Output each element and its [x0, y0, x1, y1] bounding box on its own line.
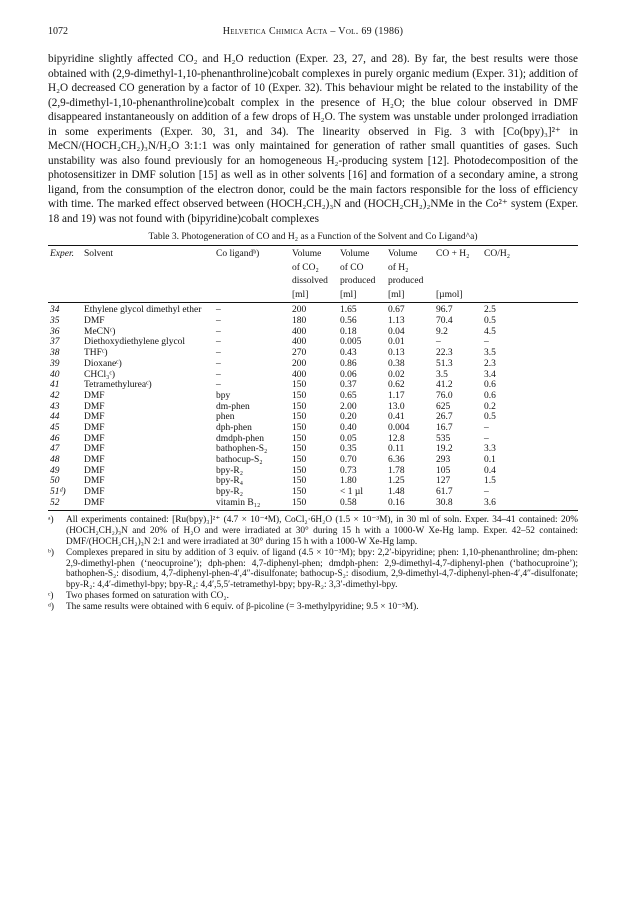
cell-ratio: 3.3 — [484, 444, 496, 455]
cell-ratio: 0.5 — [484, 412, 496, 423]
cell-ratio: 2.5 — [484, 305, 496, 316]
footnote — [48, 515, 578, 547]
cell-co: 0.56 — [340, 316, 357, 327]
cell-h2: 13.0 — [388, 401, 405, 412]
table-row — [48, 337, 578, 348]
cell-ratio: – — [484, 337, 489, 348]
table-row — [48, 348, 578, 359]
cell-solvent: Ethylene glycol dimethyl ether — [84, 305, 202, 316]
cell-ligand: – — [216, 380, 221, 391]
cell-h2: 0.04 — [388, 326, 405, 337]
cell-co: 0.70 — [340, 455, 357, 466]
table-row — [48, 327, 578, 338]
cell-exper: 43 — [50, 401, 60, 412]
cell-exper: 34 — [50, 305, 60, 316]
footnote-mark: ᵃ) — [48, 515, 54, 526]
cell-co: 0.43 — [340, 348, 357, 359]
cell-ligand: – — [216, 305, 221, 316]
footnote-mark: ᵈ) — [48, 601, 54, 612]
cell-solvent: DMF — [84, 487, 105, 498]
cell-co2: 150 — [290, 498, 338, 511]
cell-co: < 1 µl — [340, 487, 363, 498]
cell-sum: 625 — [436, 401, 451, 412]
cell-exper: 48 — [50, 455, 60, 466]
cell-h2: 0.62 — [388, 380, 405, 391]
cell-exper: 40 — [50, 369, 60, 380]
cell-sum: 16.7 — [436, 422, 453, 433]
cell-sum: 293 — [436, 455, 451, 466]
cell-sum: – — [436, 337, 441, 348]
cell-solvent: Dioxaneᶜ) — [84, 358, 122, 369]
cell-ligand: dm-phen — [216, 401, 250, 412]
cell-solvent: DMF — [84, 390, 105, 401]
cell-ratio: 3.5 — [484, 348, 496, 359]
col-header-solvent: Solvent — [82, 246, 214, 261]
cell-solvent: CHCl₃ᶜ) — [84, 369, 116, 380]
cell-ratio: 0.5 — [484, 316, 496, 327]
cell-ligand: – — [216, 316, 221, 327]
cell-ligand: bpy-R₂ — [216, 465, 244, 476]
table-row — [48, 455, 578, 466]
cell-sum: 61.7 — [436, 487, 453, 498]
cell-co: 0.58 — [338, 498, 386, 511]
cell-ligand: bathocup-S₂ — [216, 455, 263, 466]
cell-co2: 150 — [292, 444, 307, 455]
cell-sum: 41.2 — [436, 380, 453, 391]
cell-h2: 6.36 — [388, 455, 405, 466]
cell-exper: 36 — [50, 326, 60, 337]
cell-co2: 400 — [292, 326, 307, 337]
cell-exper: 35 — [50, 316, 60, 327]
cell-sum: 9.2 — [436, 326, 448, 337]
cell-solvent: DMF — [84, 422, 105, 433]
table-row — [48, 402, 578, 413]
cell-sum: 70.4 — [436, 316, 453, 327]
table-row — [48, 434, 578, 445]
cell-h2: 0.67 — [388, 305, 405, 316]
table-row — [48, 316, 578, 327]
col-header-vol-co-2: of CO — [340, 262, 364, 273]
cell-h2: 12.8 — [388, 433, 405, 444]
cell-solvent: DMF — [84, 433, 105, 444]
cell-h2: 0.16 — [386, 498, 434, 511]
table-3 — [48, 245, 578, 511]
cell-ligand: bpy — [216, 390, 231, 401]
footnote-text: All experiments contained: [Ru(bpy)₃]²⁺ (4.7 × 10⁻⁴M), CoCl₂·6H₂O (1.5 × 10⁻³M), in 30 ml of soln. Exper. 34–41 contained: 20% (HOCH₂CH₂)₃N and 20% of H₂O and were irradiated at 30° during 15 h with a 1000-W Xe-Hg lamp. Exper. 42–52 contained: DMF/(HOCH₂CH₂)₃N 2:1 and were irradiated at 30° during 15 h with a 1000-W Xe-Hg lamp. — [66, 515, 578, 548]
table-row — [48, 370, 578, 381]
col-header-vol-h2-unit: [ml] — [386, 288, 434, 303]
table-row — [48, 476, 578, 487]
cell-co: 0.86 — [340, 358, 357, 369]
cell-exper: 47 — [50, 444, 60, 455]
table-row — [48, 487, 578, 498]
cell-ratio: 2.3 — [484, 358, 496, 369]
table-row — [48, 498, 578, 511]
cell-sum: 19.2 — [436, 444, 453, 455]
cell-ligand: dmdph-phen — [216, 433, 265, 444]
cell-solvent: DMF — [82, 498, 214, 511]
cell-solvent: MeCNᶜ) — [84, 326, 116, 337]
cell-solvent: Diethoxydiethylene glycol — [84, 337, 186, 348]
table-row — [48, 412, 578, 423]
col-header-vol-co2-unit: [ml] — [290, 288, 338, 303]
cell-co: 1.65 — [340, 305, 357, 316]
table-row — [48, 423, 578, 434]
cell-h2: 1.25 — [388, 476, 405, 487]
col-header-vol-h2: Volume — [386, 246, 434, 261]
cell-h2: 0.41 — [388, 412, 405, 423]
cell-co2: 150 — [292, 455, 307, 466]
table-caption: Table 3. Photogeneration of CO and H₂ as a Function of the Solvent and Co Ligand^a) — [148, 232, 478, 242]
cell-ratio: 0.6 — [484, 390, 496, 401]
col-header-exper: Exper. — [48, 246, 82, 261]
cell-ratio: 3.4 — [484, 369, 496, 380]
col-header-vol-h2-3: produced — [388, 276, 424, 287]
page-number: 1072 — [48, 26, 68, 37]
cell-ratio: 0.6 — [484, 380, 496, 391]
cell-co2: 150 — [292, 487, 307, 498]
footnote — [48, 602, 578, 613]
cell-exper: 46 — [50, 433, 60, 444]
cell-ratio: 0.2 — [484, 401, 496, 412]
footnote-text: Two phases formed on saturation with CO₂. — [66, 591, 229, 602]
cell-ratio: – — [484, 422, 489, 433]
table-row — [48, 466, 578, 477]
table-row — [48, 380, 578, 391]
cell-ligand: vitamin B₁₂ — [214, 498, 290, 511]
cell-sum: 105 — [436, 465, 451, 476]
cell-h2: 1.17 — [388, 390, 405, 401]
cell-h2: 0.13 — [388, 348, 405, 359]
cell-co2: 150 — [292, 412, 307, 423]
cell-co: 0.18 — [340, 326, 357, 337]
body-paragraph: bipyridine slightly affected CO₂ and H₂O reduction (Exper. 23, 27, and 28). By far, the best results were those obtained with (2,9-dimethyl-1,10-phenanthroline)cobalt complexes in purely organic medium (Exper. 31); addition of H₂O decreased CO generation by a factor of 10 (Exper. 32). This behaviour might be related to the instability of the (2,9-dimethyl-1,10-phenanthroline)cobalt complex in the presence of H₂O; the blue colour observed in DMF disappeared instantaneously on addition of a few drops of H₂O. The system was unstable under prolonged irradiation in some experiments (Exper. 30, 31, and 34). The linearity observed in Fig. 3 with [Co(bpy)₃]²⁺ in MeCN/(HOCH₂CH₂)₃N/H₂O 3:1:1 was only maintained for generation of rather small quantities of gases. Such unstability was also found previously for an homogeneous H₂-producing system [12]. Photodecomposition of the photosensitizer in DMF solution [15] as well as in other solvents [16] and formation of a secondary amine, a strong ligand, from the consumption of the electron donor, could be the main factors responsible for the loss of efficiency with time. The marked effect observed between (HOCH₂CH₂)₃N and (HOCH₂CH₂)₂NMe in the Co²⁺ system (Exper. 18 and 19) was not found with (bipyridine)cobalt complexes — [48, 53, 578, 225]
col-header-vol-co-3: produced — [340, 276, 376, 287]
cell-ligand: bathophen-S₂ — [216, 444, 268, 455]
cell-exper: 45 — [50, 422, 60, 433]
cell-co2: 400 — [292, 369, 307, 380]
cell-sum: 30.8 — [434, 498, 482, 511]
cell-solvent: DMF — [84, 401, 105, 412]
cell-exper: 49 — [50, 465, 60, 476]
cell-ratio: 1.5 — [484, 476, 496, 487]
cell-sum: 51.3 — [436, 358, 453, 369]
cell-co2: 150 — [292, 476, 307, 487]
footnote — [48, 548, 578, 591]
cell-exper: 50 — [50, 476, 60, 487]
table-footnotes — [48, 515, 578, 612]
cell-co2: 150 — [292, 380, 307, 391]
cell-ligand: bpy-R₄ — [216, 476, 244, 487]
footnote-mark: ᶜ) — [48, 591, 54, 602]
cell-h2: 0.38 — [388, 358, 405, 369]
col-header-vol-co2: Volume — [290, 246, 338, 261]
cell-solvent: DMF — [84, 476, 105, 487]
cell-h2: 0.004 — [388, 422, 410, 433]
cell-solvent: THFᶜ) — [84, 348, 108, 359]
cell-exper: 44 — [50, 412, 60, 423]
cell-h2: 1.13 — [388, 316, 405, 327]
cell-co2: 270 — [292, 348, 307, 359]
cell-ligand: bpy-R₂ — [216, 487, 244, 498]
cell-exper: 41 — [50, 380, 60, 391]
col-header-vol-co2-3: dissolved — [292, 276, 328, 287]
cell-co: 0.005 — [340, 337, 362, 348]
table-row — [48, 303, 578, 316]
col-header-vol-h2-2: of H₂ — [388, 262, 409, 273]
cell-exper: 38 — [50, 348, 60, 359]
cell-h2: 1.48 — [388, 487, 405, 498]
cell-solvent: Tetramethylureaᶜ) — [84, 380, 152, 391]
table-row — [48, 391, 578, 402]
cell-h2: 0.11 — [388, 444, 405, 455]
cell-solvent: DMF — [84, 316, 105, 327]
cell-co2: 150 — [292, 422, 307, 433]
cell-co2: 200 — [292, 358, 307, 369]
running-header — [48, 26, 578, 42]
table-row — [48, 359, 578, 370]
cell-co: 2.00 — [340, 401, 357, 412]
cell-co2: 200 — [292, 305, 307, 316]
cell-ligand: – — [216, 358, 221, 369]
body-text — [48, 52, 578, 226]
cell-h2: 0.01 — [388, 337, 405, 348]
cell-sum: 535 — [436, 433, 451, 444]
cell-h2: 1.78 — [388, 465, 405, 476]
footnote — [48, 591, 578, 602]
col-header-sum-unit: [µmol] — [434, 288, 482, 303]
cell-solvent: DMF — [84, 412, 105, 423]
cell-co2: 400 — [292, 337, 307, 348]
cell-co: 0.20 — [340, 412, 357, 423]
table-body — [48, 303, 578, 511]
cell-sum: 76.0 — [436, 390, 453, 401]
cell-ligand: dph-phen — [216, 422, 252, 433]
col-header-vol-co2-2: of CO₂ — [292, 262, 319, 273]
col-header-ratio: CO/H₂ — [482, 246, 578, 261]
journal-title: Helvetica Chimica Acta – Vol. 69 (1986) — [222, 26, 404, 37]
cell-co: 0.40 — [340, 422, 357, 433]
cell-sum: 96.7 — [436, 305, 453, 316]
cell-ratio: 4.5 — [484, 326, 496, 337]
footnote-text: Complexes prepared in situ by addition of 3 equiv. of ligand (4.5 × 10⁻³M); bpy: 2,2′-bipyridine; phen: 1,10-phenanthroline; dm-phen: 2,9-dimethyl-phen (‘neocuproine’); dph-phen: 4,7-diphenyl-phen; dmdph-phen: 2,9-dimethyl-4,7-diphenyl-phen (‘bathocuproine’); bathophen-S₂: disodium, 4,7-diphenyl-phen-4′,4″-disulfonate; bathocup-S₂: disodium, 2,9-dimethyl-4,7-diphenyl-phen-4′,4″-disulfonate; bpy-R₂: 4,4′-dimethyl-bpy; bpy-R₄: 4,4′,5,5′-tetramethyl-bpy; bpy-R₂: 3,3′-dimethyl-bpy. — [66, 547, 578, 591]
cell-solvent: DMF — [84, 444, 105, 455]
cell-exper: 52 — [48, 498, 82, 511]
cell-exper: 42 — [50, 390, 60, 401]
cell-exper: 39 — [50, 358, 60, 369]
cell-co: 0.05 — [340, 433, 357, 444]
cell-ratio: 0.1 — [484, 455, 496, 466]
table-row — [48, 444, 578, 455]
footnote-text: The same results were obtained with 6 equiv. of β-picoline (= 3-methylpyridine; 9.5 × 10⁻³M). — [66, 601, 419, 612]
cell-co2: 180 — [292, 316, 307, 327]
cell-exper: 51ᵈ) — [50, 487, 66, 498]
cell-co2: 150 — [292, 433, 307, 444]
cell-co: 0.06 — [340, 369, 357, 380]
cell-solvent: DMF — [84, 455, 105, 466]
cell-ligand: – — [216, 326, 221, 337]
cell-solvent: DMF — [84, 465, 105, 476]
cell-co: 1.80 — [340, 476, 357, 487]
cell-ligand: – — [216, 369, 221, 380]
cell-ratio: 3.6 — [482, 498, 578, 511]
footnote-mark: ᵇ) — [48, 547, 54, 558]
page — [48, 26, 578, 613]
cell-ligand: – — [216, 348, 221, 359]
cell-ratio: 0.4 — [484, 465, 496, 476]
cell-co: 0.73 — [340, 465, 357, 476]
col-header-ligand: Co ligandᵇ) — [214, 246, 290, 261]
cell-ratio: – — [484, 433, 489, 444]
cell-sum: 127 — [436, 476, 451, 487]
cell-sum: 3.5 — [436, 369, 448, 380]
col-header-vol-co-unit: [ml] — [338, 288, 386, 303]
cell-ligand: phen — [216, 412, 235, 423]
col-header-sum: CO + H₂ — [434, 246, 482, 261]
cell-sum: 22.3 — [436, 348, 453, 359]
cell-co: 0.65 — [340, 390, 357, 401]
cell-ligand: – — [216, 337, 221, 348]
cell-ratio: – — [484, 487, 489, 498]
cell-co2: 150 — [292, 390, 307, 401]
cell-co: 0.37 — [340, 380, 357, 391]
cell-co2: 150 — [292, 401, 307, 412]
cell-h2: 0.02 — [388, 369, 405, 380]
col-header-vol-co: Volume — [338, 246, 386, 261]
cell-co: 0.35 — [340, 444, 357, 455]
cell-exper: 37 — [50, 337, 60, 348]
cell-co2: 150 — [292, 465, 307, 476]
cell-sum: 26.7 — [436, 412, 453, 423]
